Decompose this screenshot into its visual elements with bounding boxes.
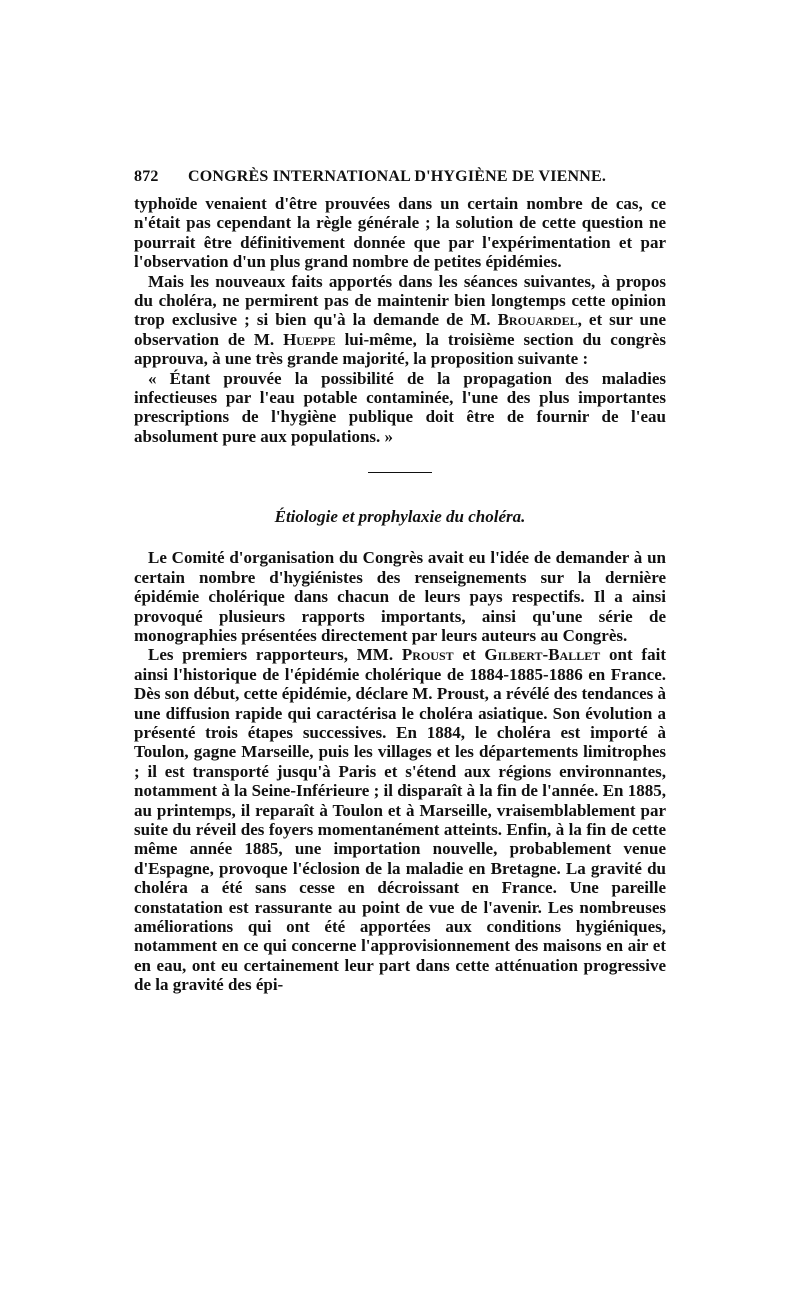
author-name-brouardel: Brouardel (497, 310, 578, 330)
book-page (134, 168, 666, 995)
running-head (134, 168, 666, 186)
text-run: lui-même, la troisième section du congrès approuva, à une très grande majorité, la proposition suivante : (134, 329, 667, 369)
author-name-hueppe: Hueppe (283, 329, 336, 349)
text-run: Les premiers rapporteurs, MM. (148, 645, 402, 665)
text-run: Mais les nouveaux faits apportés dans les séances suivantes, à propos du choléra, ne permirent pas de maintenir bien longtemps cette opinion trop exclusive ; si bien qu'à la demande de M. (134, 271, 666, 330)
running-title: CONGRÈS INTERNATIONAL D'HYGIÈNE DE VIENNE. (188, 168, 607, 185)
paragraph-comite: Le Comité d'organisation du Congrès avait eu l'idée de demander à un certain nombre d'hygiénistes des renseignements sur la dernière épidémie cholérique dans chacun de leurs pays respectifs. Il a ainsi provoqué plusieurs rapports importants, ainsi qu'une série de monographies présentées directement par leurs auteurs au Congrès. (134, 548, 666, 645)
author-name-gilbert-ballet: Gilbert-Ballet (484, 645, 601, 665)
paragraph-proposition-quote: « Étant prouvée la possibilité de la propagation des maladies infectieuses par l'eau potable contaminée, l'une des plus importantes prescriptions de l'hygiène publique doit être de fournir de l'eau absolument pure aux populations. » (134, 368, 666, 446)
paragraph-brouardel (134, 272, 666, 369)
text-run: , et sur une observation de M. (134, 310, 666, 349)
text-run: et (453, 645, 485, 665)
section-title: Étiologie et prophylaxie du choléra. (274, 507, 526, 527)
paragraph-continuation: typhoïde venaient d'être prouvées dans un certain nombre de cas, ce n'était pas cependant la règle générale ; la solution de cette question ne pourrait être définitivement donnée que par l'expérimentation et par l'observation d'un plus grand nombre de petites épidémies. (134, 194, 666, 272)
section-divider-rule (368, 472, 432, 473)
author-name-proust: Proust (401, 645, 454, 665)
paragraph-rapporteurs (134, 645, 666, 994)
page-number: 872 (134, 168, 159, 185)
text-run: ont fait ainsi l'historique de l'épidémie cholérique de 1884-1885-1886 en France. Dès son début, cette épidémie, déclare M. Proust, a révélé des tendances à une diffusion rapide qui caractérisa le choléra asiatique. Son évolution a présenté trois étapes successives. En 1884, le choléra est importé à Toulon, gagne Marseille, puis les villages et les départements limitrophes ; il est transporté jusqu'à Paris et s'étend aux régions environnantes, notamment à la Seine-Inférieure ; il disparaît à la fin de l'année. En 1885, au printemps, il reparaît à Toulon et à Marseille, vraisemblablement par suite du réveil des foyers momentanément atteints. Enfin, à la fin de cette même année 1885, une importation nouvelle, probablement venue d'Espagne, provoque l'éclosion de la maladie en Bretagne. La gravité du choléra a été sans cesse en décroissant en France. Une pareille constatation est rassurante au point de vue de l'avenir. Les nombreuses améliorations qui ont été apportées aux conditions hygiéniques, notamment en ce qui concerne l'approvisionnement des maisons en air et en eau, ont eu certainement leur part dans cette atténuation progressive de la gravité des épi- (134, 645, 666, 995)
